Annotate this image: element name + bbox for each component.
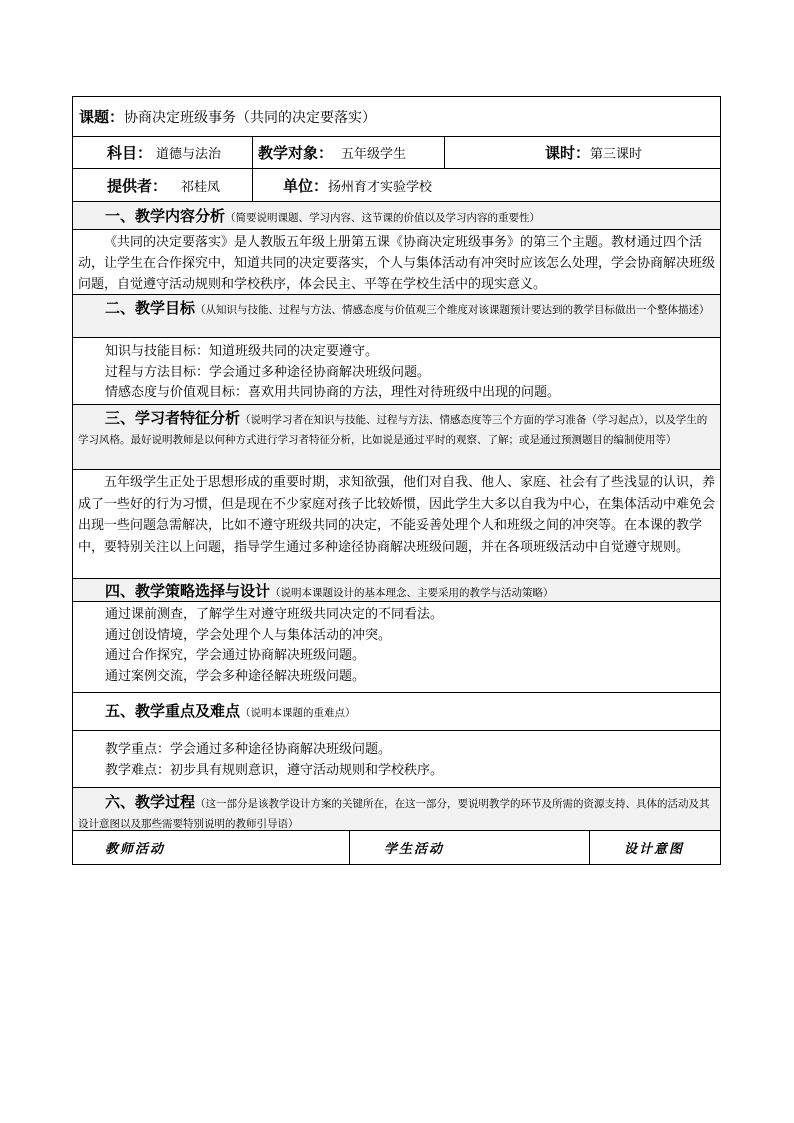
strategy-body xyxy=(72,602,721,693)
strategy-note: （说明本课题设计的基本理念、主要采用的教学与活动策略） xyxy=(270,587,554,599)
subject-label: 科目： xyxy=(107,144,153,162)
audience-label: 教学对象： xyxy=(258,144,334,162)
subject-row xyxy=(72,137,721,169)
topic-row xyxy=(72,96,721,137)
strategy-title: 四、教学策略选择与设计 xyxy=(105,582,271,600)
column-teacher-activity: 教师活动 xyxy=(105,842,166,857)
goal-process: 过程与方法目标：学会通过多种途径协商解决班级问题。 xyxy=(105,364,431,380)
learner-analysis-body: 五年级学生正处于思想形成的重要时期，求知欲强，他们对自我、他人、家庭、社会有了些浅显的认识，养成了一些好的行为习惯，但是现在不少家庭对孩子比较娇惯，因此学生大多以自我为中心，在集体活动中难免会出现一些问题急需解决，比如不遵守班级共同的决定，不能妥善处理个人和班级之间的冲突等。在本课的教学中，要特别关注以上问题，指导学生通过多种途径协商解决班级问题，并在各项班级活动中自觉遵守规则。 xyxy=(72,470,721,579)
content-analysis-note: （简要说明课题、学习内容、这节课的价值以及学习内容的重要性） xyxy=(225,212,541,224)
keypoints-note: （说明本课题的重难点） xyxy=(240,707,356,719)
period-value: 第三课时 xyxy=(590,147,643,162)
strategy-item-2: 通过创设情境，学会处理个人与集体活动的冲突。 xyxy=(105,627,392,643)
process-note: （这一部分是该教学设计方案的关键所在，在这一部分，要说明教学的环节及所需的资源支持、具体的活动及其设计意图以及那些需要特别说明的教师引导语） xyxy=(78,798,710,830)
subject-cell xyxy=(73,137,252,168)
strategy-item-3: 通过合作探究，学会通过协商解决班级问题。 xyxy=(105,648,366,663)
difficult-point: 教学难点：初步具有规则意识，遵守活动规则和学校秩序。 xyxy=(105,762,444,778)
topic-label: 课题： xyxy=(79,108,125,126)
provider-cell xyxy=(73,169,252,201)
strategy-header xyxy=(72,579,721,602)
content-analysis-header xyxy=(72,202,721,230)
provider-row xyxy=(72,169,721,202)
goals-note: （从知识与技能、过程与方法、情感态度与价值观三个维度对该课题预计要达到的教学目标做出一个整体描述） xyxy=(195,304,710,316)
process-header xyxy=(72,788,721,831)
key-point: 教学重点：学会通过多种途径协商解决班级问题。 xyxy=(105,742,392,757)
period-cell xyxy=(444,137,720,168)
provider-label: 提供者： xyxy=(107,176,168,195)
provider-value: 祁桂凤 xyxy=(181,179,221,195)
strategy-item-4: 通过案例交流，学会多种途径解决班级问题。 xyxy=(105,668,366,684)
goal-attitude: 情感态度与价值观目标：喜欢用共同协商的方法，理性对待班级中出现的问题。 xyxy=(105,385,561,400)
lesson-plan-document xyxy=(72,96,721,865)
subject-value: 道德与法治 xyxy=(156,147,222,162)
learner-analysis-title: 三、学习者特征分析 xyxy=(105,409,241,427)
keypoints-title: 五、教学重点及难点 xyxy=(105,702,241,720)
process-table-header xyxy=(72,831,721,865)
period-label: 课时： xyxy=(545,144,591,162)
audience-cell xyxy=(252,137,444,168)
goals-title: 二、教学目标 xyxy=(105,299,196,317)
column-design-intent: 设计意图 xyxy=(589,831,720,864)
column-student-activity: 学生活动 xyxy=(349,831,589,864)
goals-header xyxy=(72,295,721,338)
process-title: 六、教学过程 xyxy=(105,793,196,811)
audience-value: 五年级学生 xyxy=(341,147,407,162)
strategy-item-1: 通过课前测查，了解学生对遵守班级共同决定的不同看法。 xyxy=(105,607,444,622)
unit-value: 扬州育才实验学校 xyxy=(328,179,433,195)
unit-cell xyxy=(252,169,720,201)
keypoints-body xyxy=(72,731,721,788)
unit-label: 单位： xyxy=(283,176,329,195)
content-analysis-body: 《共同的决定要落实》是人教版五年级上册第五课《协商决定班级事务》的第三个主题。教材通过四个活动，让学生在合作探究中，知道共同的决定要落实，个人与集体活动有冲突时应该怎么处理，学会协商解决班级问题，自觉遵守活动规则和学校秩序，体会民主、平等在学校生活中的现实意义。 xyxy=(72,230,721,295)
goals-body xyxy=(72,338,721,405)
topic-value: 协商决定班级事务（共同的决定要落实） xyxy=(124,109,377,126)
learner-analysis-note: （说明学习者在知识与技能、过程与方法、情感态度等三个方面的学习准备（学习起点），以及学生的学习风格。最好说明教师是以何种方式进行学习者特征分析，比如说是通过平时的观察、了解；或是通过预测题目的编制使用等） xyxy=(78,414,708,446)
content-analysis-title: 一、教学内容分析 xyxy=(105,207,226,225)
keypoints-header xyxy=(72,693,721,731)
learner-analysis-header xyxy=(72,405,721,470)
goal-knowledge: 知识与技能目标：知道班级共同的决定要遵守。 xyxy=(105,344,379,359)
